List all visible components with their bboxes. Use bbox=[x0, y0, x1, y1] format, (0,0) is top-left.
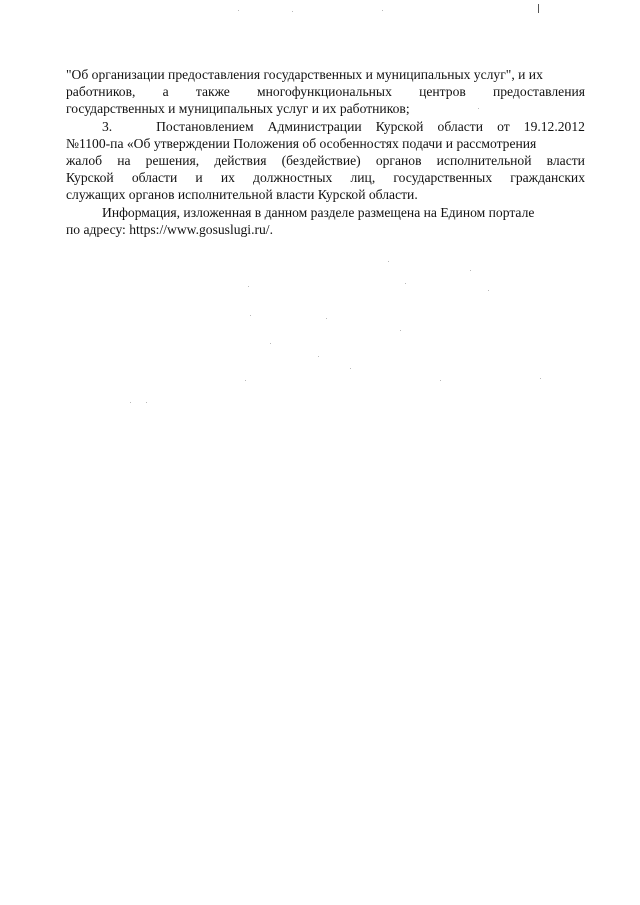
word: их bbox=[220, 170, 235, 186]
word: области bbox=[131, 170, 178, 186]
word: от bbox=[497, 118, 510, 134]
word: органов bbox=[375, 153, 422, 169]
word: Курской bbox=[375, 118, 424, 134]
scan-speck bbox=[440, 380, 441, 381]
scan-speck bbox=[130, 402, 131, 403]
word: должностных bbox=[253, 170, 333, 186]
word: 19.12.2012 bbox=[523, 118, 585, 134]
scan-speck bbox=[238, 10, 239, 11]
info-line-2: по адресу: https://www.gosuslugi.ru/. bbox=[66, 221, 273, 237]
continuation-line-3: государственных и муниципальных услуг и их работников; bbox=[66, 101, 410, 117]
word: работников, bbox=[66, 84, 136, 100]
word: власти bbox=[546, 153, 585, 169]
word: решения, bbox=[145, 153, 200, 169]
scan-speck bbox=[405, 283, 406, 284]
document-body bbox=[66, 66, 585, 238]
scan-speck bbox=[488, 290, 489, 291]
word: и bbox=[195, 170, 203, 186]
scan-speck bbox=[326, 318, 327, 319]
item3-line-5: служащих органов исполнительной власти Курской области. bbox=[66, 187, 418, 203]
info-line-1: Информация, изложенная в данном разделе размещена на Едином портале bbox=[102, 204, 535, 220]
scan-speck bbox=[478, 108, 479, 109]
word: Администрации bbox=[267, 118, 362, 134]
word: на bbox=[117, 153, 131, 169]
scan-speck bbox=[400, 330, 401, 331]
word: гражданских bbox=[510, 170, 585, 186]
scan-speck bbox=[146, 402, 147, 403]
word: действия bbox=[214, 153, 267, 169]
item3-line-4 bbox=[66, 169, 585, 186]
scan-mark bbox=[538, 4, 539, 13]
scan-speck bbox=[540, 378, 541, 379]
word: также bbox=[195, 84, 230, 100]
scan-speck bbox=[388, 261, 389, 262]
item3-line-3 bbox=[66, 152, 585, 169]
word: многофункциональных bbox=[257, 84, 392, 100]
word: лиц, bbox=[350, 170, 376, 186]
scan-speck bbox=[382, 10, 383, 11]
word: государственных bbox=[393, 170, 493, 186]
word: центров bbox=[419, 84, 466, 100]
word: а bbox=[162, 84, 169, 100]
scan-speck bbox=[350, 368, 351, 369]
item-number: 3. bbox=[102, 118, 113, 134]
continuation-line-1: "Об организации предоставления государственных и муниципальных услуг", и их bbox=[66, 67, 543, 82]
word: Курской bbox=[66, 170, 114, 186]
scan-speck bbox=[318, 356, 319, 357]
scan-speck bbox=[245, 380, 246, 381]
word: исполнительной bbox=[436, 153, 532, 169]
word: Постановлением bbox=[156, 118, 254, 134]
continuation-line-2 bbox=[66, 83, 585, 100]
scan-speck bbox=[250, 315, 251, 316]
item3-line-1 bbox=[66, 118, 585, 135]
word: предоставления bbox=[492, 84, 585, 100]
word: области bbox=[437, 118, 483, 134]
item3-line-2: №1100-па «Об утверждении Положения об особенностях подачи и рассмотрения bbox=[66, 135, 537, 151]
word: (бездействие) bbox=[281, 153, 361, 169]
scan-speck bbox=[270, 343, 271, 344]
word: жалоб bbox=[66, 153, 103, 169]
scan-speck bbox=[470, 270, 471, 271]
scan-speck bbox=[292, 11, 293, 12]
scan-speck bbox=[248, 286, 249, 287]
